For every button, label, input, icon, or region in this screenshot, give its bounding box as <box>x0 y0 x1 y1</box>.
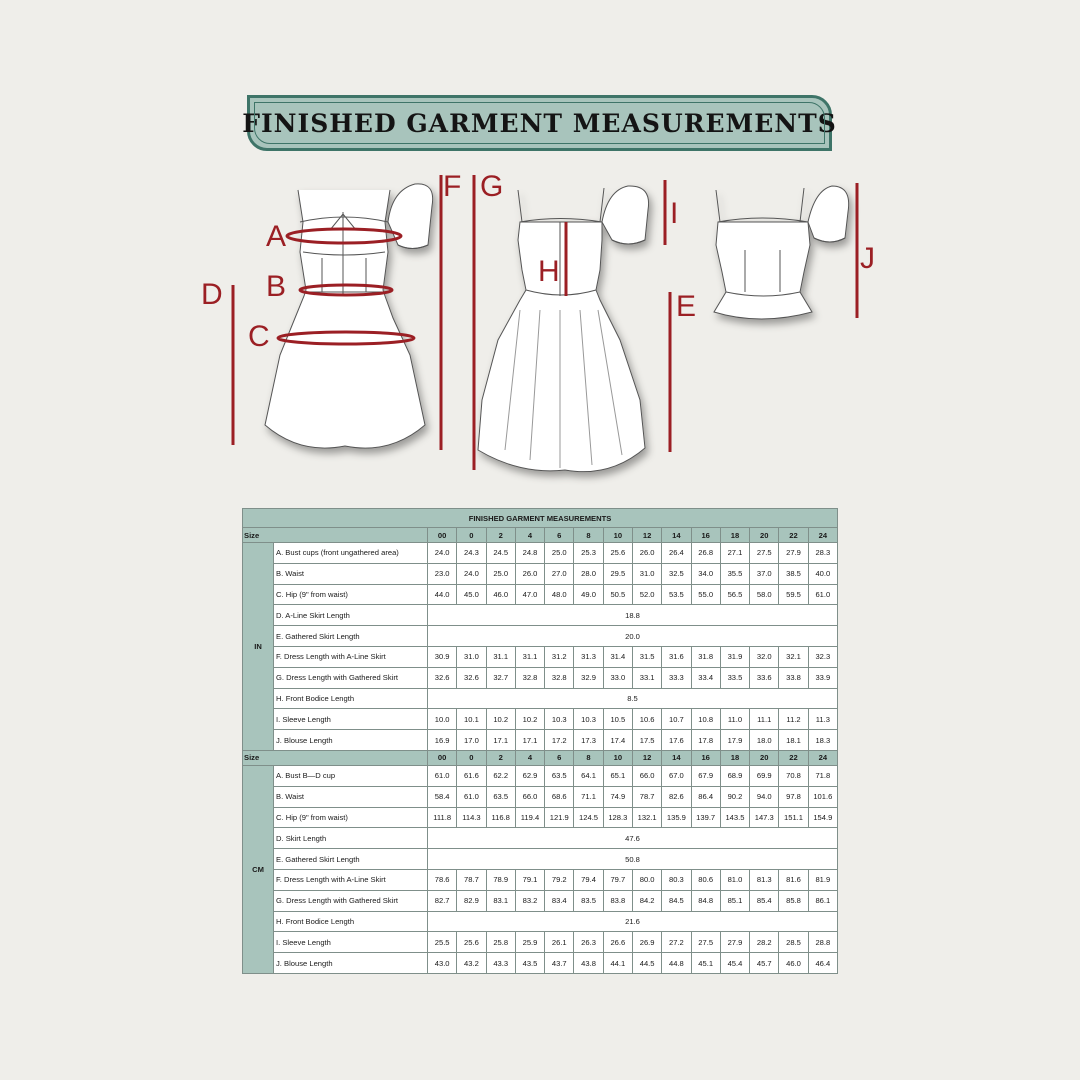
size-header-cell: 20 <box>750 750 779 765</box>
label-c: C <box>248 320 270 353</box>
measurement-value: 17.1 <box>515 730 544 751</box>
size-header-cell: 4 <box>515 750 544 765</box>
a-line-dress-drawing <box>265 184 433 448</box>
size-header-cell: 12 <box>632 750 661 765</box>
unit-label: IN <box>243 543 274 751</box>
table-row <box>243 828 838 849</box>
measurement-value: 32.9 <box>574 667 603 688</box>
measurement-label: F. Dress Length with A-Line Skirt <box>274 869 428 890</box>
measurement-value: 82.7 <box>428 890 457 911</box>
size-header-row <box>243 750 838 765</box>
label-f: F <box>443 170 462 203</box>
blouse-drawing <box>714 186 849 319</box>
measurement-value: 79.2 <box>545 869 574 890</box>
measurement-value: 86.4 <box>691 786 720 807</box>
measurement-value: 24.8 <box>515 543 544 564</box>
size-header-cell: 4 <box>515 528 544 543</box>
measurement-value: 65.1 <box>603 765 632 786</box>
measurement-value: 124.5 <box>574 807 603 828</box>
measurement-value: 147.3 <box>750 807 779 828</box>
measurement-value: 24.0 <box>428 543 457 564</box>
measurement-value: 50.5 <box>603 584 632 605</box>
measurement-value: 68.9 <box>720 765 749 786</box>
size-header-cell: 00 <box>428 528 457 543</box>
table-row <box>243 605 838 626</box>
measurement-value: 86.1 <box>808 890 837 911</box>
measurement-label: I. Sleeve Length <box>274 932 428 953</box>
measurement-value: 24.3 <box>457 543 486 564</box>
measurement-value-all-sizes: 20.0 <box>428 626 838 647</box>
table-row <box>243 584 838 605</box>
measurement-value: 128.3 <box>603 807 632 828</box>
measurement-value: 67.9 <box>691 765 720 786</box>
size-header-cell: 12 <box>632 528 661 543</box>
label-i: I <box>670 197 679 230</box>
measurement-value: 10.2 <box>515 709 544 730</box>
measurement-value: 85.8 <box>779 890 808 911</box>
measurement-value: 44.1 <box>603 953 632 974</box>
measurement-value: 46.0 <box>486 584 515 605</box>
measurement-value: 63.5 <box>486 786 515 807</box>
measurement-value: 69.9 <box>750 765 779 786</box>
measurement-value: 52.0 <box>632 584 661 605</box>
table-title-row <box>243 509 838 528</box>
measurement-value: 53.5 <box>662 584 691 605</box>
size-header-cell: 20 <box>750 528 779 543</box>
size-header-cell: 2 <box>486 750 515 765</box>
measurement-value: 81.9 <box>808 869 837 890</box>
measurement-label: I. Sleeve Length <box>274 709 428 730</box>
measurement-value: 80.6 <box>691 869 720 890</box>
label-h: H <box>538 255 560 288</box>
measurement-value: 135.9 <box>662 807 691 828</box>
measurement-value: 48.0 <box>545 584 574 605</box>
size-header-cell: 22 <box>779 750 808 765</box>
measurement-value: 17.1 <box>486 730 515 751</box>
measurement-value: 26.0 <box>515 563 544 584</box>
table-row <box>243 563 838 584</box>
measurements-table <box>242 508 838 974</box>
measurement-label: H. Front Bodice Length <box>274 911 428 932</box>
measurement-label: F. Dress Length with A-Line Skirt <box>274 646 428 667</box>
measurement-value: 10.7 <box>662 709 691 730</box>
measurement-value: 82.6 <box>662 786 691 807</box>
measurement-value: 68.6 <box>545 786 574 807</box>
measurement-value: 49.0 <box>574 584 603 605</box>
measurement-value: 17.6 <box>662 730 691 751</box>
size-header-cell: 14 <box>662 528 691 543</box>
garment-illustrations <box>0 160 1080 490</box>
measurement-value: 119.4 <box>515 807 544 828</box>
measurement-value-all-sizes: 8.5 <box>428 688 838 709</box>
measurement-value: 78.6 <box>428 869 457 890</box>
measurement-value: 82.9 <box>457 890 486 911</box>
measurement-value: 31.0 <box>632 563 661 584</box>
measurement-value: 132.1 <box>632 807 661 828</box>
measurement-value: 43.0 <box>428 953 457 974</box>
measurement-value: 43.3 <box>486 953 515 974</box>
measurement-value: 31.4 <box>603 646 632 667</box>
measurement-value: 32.6 <box>428 667 457 688</box>
measurement-label: J. Blouse Length <box>274 953 428 974</box>
measurement-value: 74.9 <box>603 786 632 807</box>
measurement-value: 45.7 <box>750 953 779 974</box>
measurement-value: 38.5 <box>779 563 808 584</box>
measurement-value: 25.8 <box>486 932 515 953</box>
measurement-value: 32.8 <box>545 667 574 688</box>
size-header-cell: 18 <box>720 750 749 765</box>
size-header-cell: 6 <box>545 528 574 543</box>
size-header-cell: 0 <box>457 750 486 765</box>
measurement-value: 83.1 <box>486 890 515 911</box>
table-row <box>243 807 838 828</box>
measurement-value: 58.0 <box>750 584 779 605</box>
measurement-value: 16.9 <box>428 730 457 751</box>
measurement-value: 18.1 <box>779 730 808 751</box>
measurement-value: 62.9 <box>515 765 544 786</box>
table-row <box>243 932 838 953</box>
measurement-value: 33.4 <box>691 667 720 688</box>
measurement-value: 29.5 <box>603 563 632 584</box>
measurement-value: 28.2 <box>750 932 779 953</box>
measurement-value: 27.9 <box>720 932 749 953</box>
measurement-value: 85.1 <box>720 890 749 911</box>
label-g: G <box>480 170 504 203</box>
table-row <box>243 730 838 751</box>
size-header-cell: 24 <box>808 750 837 765</box>
measurement-value: 45.1 <box>691 953 720 974</box>
measurement-value: 27.5 <box>691 932 720 953</box>
table-row <box>243 626 838 647</box>
measurement-value-all-sizes: 21.6 <box>428 911 838 932</box>
measurement-value: 32.1 <box>779 646 808 667</box>
measurement-label: G. Dress Length with Gathered Skirt <box>274 890 428 911</box>
measurement-value: 33.8 <box>779 667 808 688</box>
measurement-value: 67.0 <box>662 765 691 786</box>
measurement-value: 32.8 <box>515 667 544 688</box>
size-header-cell: 14 <box>662 750 691 765</box>
measurement-label: G. Dress Length with Gathered Skirt <box>274 667 428 688</box>
measurement-value: 33.5 <box>720 667 749 688</box>
measurement-value-all-sizes: 50.8 <box>428 849 838 870</box>
gathered-dress-drawing <box>478 186 649 472</box>
measurement-value: 84.8 <box>691 890 720 911</box>
measurement-value: 35.5 <box>720 563 749 584</box>
size-header-cell: 16 <box>691 528 720 543</box>
measurement-value: 80.0 <box>632 869 661 890</box>
table-row <box>243 953 838 974</box>
measurement-value: 32.5 <box>662 563 691 584</box>
measurement-value: 81.0 <box>720 869 749 890</box>
table-row <box>243 765 838 786</box>
measurement-value: 44.8 <box>662 953 691 974</box>
measurement-value: 27.5 <box>750 543 779 564</box>
title-banner <box>242 95 837 151</box>
measurement-value: 84.5 <box>662 890 691 911</box>
measurement-value: 10.1 <box>457 709 486 730</box>
measurement-value: 44.5 <box>632 953 661 974</box>
measurement-value: 17.8 <box>691 730 720 751</box>
measurement-value: 33.0 <box>603 667 632 688</box>
measurement-value: 17.3 <box>574 730 603 751</box>
measurement-label: C. Hip (9" from waist) <box>274 584 428 605</box>
measurement-value: 58.4 <box>428 786 457 807</box>
measurement-value: 33.3 <box>662 667 691 688</box>
measurement-value: 23.0 <box>428 563 457 584</box>
measurement-value: 78.7 <box>457 869 486 890</box>
measurement-value: 81.6 <box>779 869 808 890</box>
measurement-value: 26.4 <box>662 543 691 564</box>
measurement-value: 10.3 <box>545 709 574 730</box>
measurement-value: 32.7 <box>486 667 515 688</box>
table-row <box>243 709 838 730</box>
size-header-row <box>243 528 838 543</box>
measurement-value: 28.3 <box>808 543 837 564</box>
measurement-value: 31.6 <box>662 646 691 667</box>
measurement-value: 46.4 <box>808 953 837 974</box>
size-header-cell: 0 <box>457 528 486 543</box>
measurement-value: 44.0 <box>428 584 457 605</box>
measurement-value: 43.8 <box>574 953 603 974</box>
measurement-value: 45.4 <box>720 953 749 974</box>
measurement-label: H. Front Bodice Length <box>274 688 428 709</box>
measurement-value: 33.9 <box>808 667 837 688</box>
measurement-value: 17.5 <box>632 730 661 751</box>
measurement-value: 25.6 <box>603 543 632 564</box>
measurement-value: 61.0 <box>457 786 486 807</box>
measurement-value: 17.4 <box>603 730 632 751</box>
measurement-value: 84.2 <box>632 890 661 911</box>
measurement-value: 85.4 <box>750 890 779 911</box>
measurement-value: 64.1 <box>574 765 603 786</box>
measurement-value: 37.0 <box>750 563 779 584</box>
measurement-value: 139.7 <box>691 807 720 828</box>
measurement-value: 31.1 <box>486 646 515 667</box>
size-header-label: Size <box>243 528 428 543</box>
measurement-value: 83.2 <box>515 890 544 911</box>
size-header-cell: 10 <box>603 750 632 765</box>
measurement-value: 71.8 <box>808 765 837 786</box>
size-header-cell: 22 <box>779 528 808 543</box>
measurement-value: 10.3 <box>574 709 603 730</box>
measurement-value: 17.2 <box>545 730 574 751</box>
measurement-value: 83.5 <box>574 890 603 911</box>
measurement-value: 47.0 <box>515 584 544 605</box>
measurement-value: 24.0 <box>457 563 486 584</box>
table-title: FINISHED GARMENT MEASUREMENTS <box>243 509 838 528</box>
measurement-value: 151.1 <box>779 807 808 828</box>
measurement-value: 111.8 <box>428 807 457 828</box>
measurement-value: 46.0 <box>779 953 808 974</box>
measurement-value: 79.4 <box>574 869 603 890</box>
measurement-value: 24.5 <box>486 543 515 564</box>
measurement-value: 17.0 <box>457 730 486 751</box>
measurement-value: 27.0 <box>545 563 574 584</box>
measurement-value: 97.8 <box>779 786 808 807</box>
unit-label: CM <box>243 765 274 973</box>
measurement-value: 26.6 <box>603 932 632 953</box>
measurement-value: 81.3 <box>750 869 779 890</box>
measurement-value: 79.7 <box>603 869 632 890</box>
measurement-value: 33.1 <box>632 667 661 688</box>
measurement-value: 62.2 <box>486 765 515 786</box>
measurement-value: 154.9 <box>808 807 837 828</box>
measurement-value: 27.2 <box>662 932 691 953</box>
measurement-value: 63.5 <box>545 765 574 786</box>
measurement-value: 25.0 <box>545 543 574 564</box>
size-header-cell: 2 <box>486 528 515 543</box>
measurement-value: 143.5 <box>720 807 749 828</box>
measurement-value: 27.1 <box>720 543 749 564</box>
measurement-value: 43.7 <box>545 953 574 974</box>
table-row <box>243 667 838 688</box>
measurement-label: E. Gathered Skirt Length <box>274 849 428 870</box>
measurement-value: 26.8 <box>691 543 720 564</box>
measurement-value: 27.9 <box>779 543 808 564</box>
measurement-value: 11.1 <box>750 709 779 730</box>
measurement-value: 61.0 <box>808 584 837 605</box>
measurement-label: B. Waist <box>274 786 428 807</box>
measurement-value: 10.6 <box>632 709 661 730</box>
measurement-value: 25.3 <box>574 543 603 564</box>
measurement-value: 61.0 <box>428 765 457 786</box>
measurement-value: 17.9 <box>720 730 749 751</box>
label-j: J <box>860 242 875 275</box>
measurement-value: 25.0 <box>486 563 515 584</box>
measurement-value: 71.1 <box>574 786 603 807</box>
measurement-value-all-sizes: 18.8 <box>428 605 838 626</box>
measurement-value: 66.0 <box>632 765 661 786</box>
table-row <box>243 849 838 870</box>
table-row <box>243 688 838 709</box>
table-row <box>243 786 838 807</box>
measurement-value: 10.2 <box>486 709 515 730</box>
measurement-value: 32.6 <box>457 667 486 688</box>
table-row <box>243 911 838 932</box>
measurement-value: 30.9 <box>428 646 457 667</box>
measurement-value: 10.0 <box>428 709 457 730</box>
measurement-value: 28.5 <box>779 932 808 953</box>
measurement-value: 26.1 <box>545 932 574 953</box>
label-d: D <box>201 278 223 311</box>
measurement-value: 78.9 <box>486 869 515 890</box>
measurement-label: D. A-Line Skirt Length <box>274 605 428 626</box>
measurement-value: 31.8 <box>691 646 720 667</box>
measurement-value: 59.5 <box>779 584 808 605</box>
measurement-value: 33.6 <box>750 667 779 688</box>
label-b: B <box>266 270 287 303</box>
measurement-value: 83.4 <box>545 890 574 911</box>
size-header-cell: 24 <box>808 528 837 543</box>
table-row <box>243 543 838 564</box>
measurement-label: C. Hip (9" from waist) <box>274 807 428 828</box>
size-header-label: Size <box>243 750 428 765</box>
label-a: A <box>266 220 287 253</box>
measurement-value: 28.8 <box>808 932 837 953</box>
measurement-value: 45.0 <box>457 584 486 605</box>
measurement-value: 61.6 <box>457 765 486 786</box>
measurement-label: J. Blouse Length <box>274 730 428 751</box>
measurement-value: 25.5 <box>428 932 457 953</box>
size-header-cell: 8 <box>574 750 603 765</box>
measurement-value: 25.9 <box>515 932 544 953</box>
size-header-cell: 10 <box>603 528 632 543</box>
measurement-value: 66.0 <box>515 786 544 807</box>
measurement-value: 83.8 <box>603 890 632 911</box>
measurements-table-container <box>242 508 838 974</box>
measurement-value: 32.0 <box>750 646 779 667</box>
measurement-value: 121.9 <box>545 807 574 828</box>
measurement-value: 101.6 <box>808 786 837 807</box>
measurement-value: 56.5 <box>720 584 749 605</box>
measurement-value: 28.0 <box>574 563 603 584</box>
measurement-value: 43.2 <box>457 953 486 974</box>
table-row <box>243 869 838 890</box>
measurement-value: 43.5 <box>515 953 544 974</box>
measurement-value: 10.5 <box>603 709 632 730</box>
measurement-value: 114.3 <box>457 807 486 828</box>
measurement-label: E. Gathered Skirt Length <box>274 626 428 647</box>
size-header-cell: 16 <box>691 750 720 765</box>
measurement-value: 11.2 <box>779 709 808 730</box>
table-row <box>243 646 838 667</box>
measurement-value: 26.9 <box>632 932 661 953</box>
measurement-value: 31.3 <box>574 646 603 667</box>
measurement-value: 94.0 <box>750 786 779 807</box>
measurement-value: 31.2 <box>545 646 574 667</box>
measurement-value: 70.8 <box>779 765 808 786</box>
measurement-value: 40.0 <box>808 563 837 584</box>
measurement-value: 10.8 <box>691 709 720 730</box>
measurement-value: 26.3 <box>574 932 603 953</box>
measurement-value: 31.5 <box>632 646 661 667</box>
measurement-value: 55.0 <box>691 584 720 605</box>
measurement-value: 11.0 <box>720 709 749 730</box>
measurement-value-all-sizes: 47.6 <box>428 828 838 849</box>
measurement-value: 90.2 <box>720 786 749 807</box>
measurement-value: 34.0 <box>691 563 720 584</box>
measurement-value: 18.3 <box>808 730 837 751</box>
measurement-label: B. Waist <box>274 563 428 584</box>
measurement-label: A. Bust cups (front ungathered area) <box>274 543 428 564</box>
measurement-value: 31.0 <box>457 646 486 667</box>
size-header-cell: 18 <box>720 528 749 543</box>
banner-title: FINISHED GARMENT MEASUREMENTS <box>242 108 837 138</box>
measurement-label: A. Bust B—D cup <box>274 765 428 786</box>
table-row <box>243 890 838 911</box>
measurement-label: D. Skirt Length <box>274 828 428 849</box>
measurement-value: 25.6 <box>457 932 486 953</box>
measurement-value: 26.0 <box>632 543 661 564</box>
measurement-value: 32.3 <box>808 646 837 667</box>
measurement-value: 78.7 <box>632 786 661 807</box>
measurement-value: 31.9 <box>720 646 749 667</box>
measurement-value: 116.8 <box>486 807 515 828</box>
measurement-value: 80.3 <box>662 869 691 890</box>
size-header-cell: 8 <box>574 528 603 543</box>
label-e: E <box>676 290 697 323</box>
measurement-value: 11.3 <box>808 709 837 730</box>
measurement-value: 79.1 <box>515 869 544 890</box>
size-header-cell: 00 <box>428 750 457 765</box>
measurement-value: 31.1 <box>515 646 544 667</box>
size-header-cell: 6 <box>545 750 574 765</box>
measurement-value: 18.0 <box>750 730 779 751</box>
